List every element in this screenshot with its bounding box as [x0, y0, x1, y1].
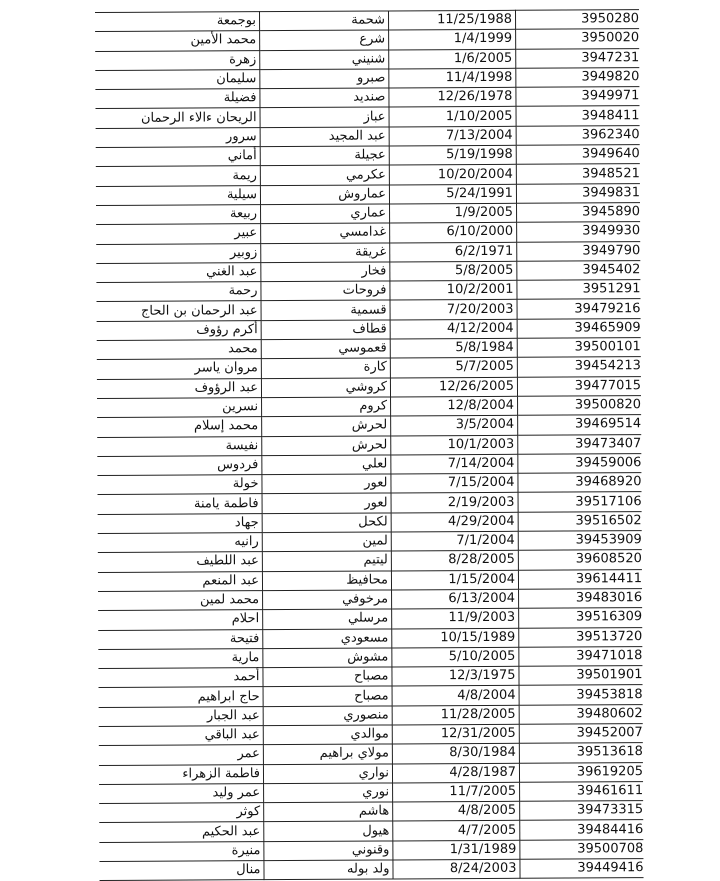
first-name-cell: عمر وليد	[99, 784, 264, 804]
birth-date-cell: 1/4/1999	[389, 30, 516, 50]
birth-date-cell: 5/8/1984	[390, 338, 517, 358]
id-number-cell: 3949790	[517, 241, 641, 261]
last-name-cell: عبد المجيد	[260, 127, 389, 147]
table-row	[99, 859, 643, 881]
birth-date-cell: 2/19/2003	[391, 493, 518, 513]
id-number-cell: 39459006	[518, 453, 642, 473]
last-name-cell: شنيني	[260, 50, 389, 70]
id-number-cell: 39513618	[519, 743, 643, 763]
last-name-cell: هاشم	[264, 802, 393, 822]
id-number-cell: 39516502	[518, 511, 642, 531]
first-name-cell: منال	[99, 861, 264, 881]
id-number-cell: 39501901	[519, 666, 643, 686]
id-number-cell: 39500820	[518, 396, 642, 416]
first-name-cell: زوبير	[96, 243, 261, 263]
id-number-cell: 39479216	[517, 299, 641, 319]
last-name-cell: نواري	[263, 764, 392, 784]
birth-date-cell: 8/24/2003	[393, 859, 520, 879]
birth-date-cell: 4/7/2005	[393, 821, 520, 841]
last-name-cell: كروم	[262, 397, 391, 417]
birth-date-cell: 5/8/2005	[390, 261, 517, 281]
last-name-cell: مرخوفي	[263, 590, 392, 610]
last-name-cell: صبرو	[260, 69, 389, 89]
birth-date-cell: 7/14/2004	[391, 454, 518, 474]
id-number-cell: 39500101	[517, 338, 641, 358]
id-number-cell: 39473407	[518, 434, 642, 454]
first-name-cell: محمد إسلام	[97, 417, 262, 437]
last-name-cell: لحرش	[262, 416, 391, 436]
last-name-cell: وقنوني	[264, 841, 393, 861]
first-name-cell: فاطمة الزهراء	[99, 764, 264, 784]
id-number-cell: 39449416	[520, 859, 644, 879]
birth-date-cell: 11/28/2005	[392, 705, 519, 725]
first-name-cell: احلام	[98, 610, 263, 630]
id-number-cell: 39452007	[519, 724, 643, 744]
last-name-cell: هيول	[264, 821, 393, 841]
first-name-cell: عبد الرحمان بن الحاج	[97, 301, 262, 321]
birth-date-cell: 1/31/1989	[393, 840, 520, 860]
birth-date-cell: 10/1/2003	[391, 435, 518, 455]
last-name-cell: شرع	[260, 30, 389, 50]
last-name-cell: قطاف	[261, 320, 390, 340]
birth-date-cell: 1/9/2005	[390, 203, 517, 223]
first-name-cell: مروان ياسر	[97, 359, 262, 379]
first-name-cell: نفيسة	[97, 436, 262, 456]
birth-date-cell: 10/20/2004	[389, 165, 516, 185]
birth-date-cell: 4/12/2004	[390, 319, 517, 339]
last-name-cell: شحمة	[260, 11, 389, 31]
first-name-cell: محمد لمين	[98, 591, 263, 611]
id-number-cell: 39471018	[519, 646, 643, 666]
first-name-cell: عبد اللطيف	[98, 552, 263, 572]
id-number-cell: 3949930	[517, 222, 641, 242]
last-name-cell: غريقة	[261, 243, 390, 263]
id-number-cell: 39453818	[519, 685, 643, 705]
first-name-cell: منيرة	[99, 841, 264, 861]
last-name-cell: ولد بوله	[264, 860, 393, 880]
last-name-cell: لعور	[262, 474, 391, 494]
last-name-cell: قسمية	[261, 300, 390, 320]
birth-date-cell: 1/6/2005	[389, 49, 516, 69]
birth-date-cell: 11/7/2005	[393, 782, 520, 802]
first-name-cell: عبير	[96, 224, 261, 244]
id-number-cell: 39517106	[518, 492, 642, 512]
first-name-cell: أكرم رؤوف	[97, 320, 262, 340]
first-name-cell: سيلية	[96, 185, 261, 205]
last-name-cell: لعور	[262, 493, 391, 513]
first-name-cell: كوثر	[99, 803, 264, 823]
first-name-cell: عبد الرؤوف	[97, 378, 262, 398]
id-number-cell: 39468920	[518, 473, 642, 493]
birth-date-cell: 5/24/1991	[389, 184, 516, 204]
birth-date-cell: 3/5/2004	[391, 416, 518, 436]
first-name-cell: سليمان	[95, 70, 260, 90]
birth-date-cell: 10/15/1989	[392, 628, 519, 648]
id-number-cell: 3949971	[516, 87, 640, 107]
birth-date-cell: 4/8/2004	[392, 686, 519, 706]
last-name-cell: مصباح	[263, 686, 392, 706]
id-number-cell: 39483016	[519, 589, 643, 609]
first-name-cell: عبد المنعم	[98, 571, 263, 591]
first-name-cell: حاج ابراهيم	[99, 687, 264, 707]
first-name-cell: خولة	[97, 475, 262, 495]
last-name-cell: مصباح	[263, 667, 392, 687]
last-name-cell: مشوش	[263, 648, 392, 668]
first-name-cell: عمر	[99, 745, 264, 765]
last-name-cell: لحرش	[262, 435, 391, 455]
first-name-cell: فضيلة	[95, 89, 260, 109]
birth-date-cell: 12/3/1975	[392, 666, 519, 686]
id-number-cell: 39619205	[519, 762, 643, 782]
birth-date-cell: 4/29/2004	[391, 512, 518, 532]
birth-date-cell: 12/8/2004	[391, 396, 518, 416]
first-name-cell: مارية	[98, 648, 263, 668]
birth-date-cell: 5/19/1998	[389, 145, 516, 165]
id-number-cell: 39461611	[520, 782, 644, 802]
id-number-cell: 3948411	[516, 106, 640, 126]
first-name-cell: بوجمعة	[95, 12, 260, 32]
first-name-cell: عبد الحكيم	[99, 822, 264, 842]
last-name-cell: عجيلة	[260, 146, 389, 166]
birth-date-cell: 5/10/2005	[392, 647, 519, 667]
id-number-cell: 3950020	[516, 29, 640, 49]
first-name-cell: فتيحة	[98, 629, 263, 649]
birth-date-cell: 7/13/2004	[389, 126, 516, 146]
last-name-cell: عباز	[260, 107, 389, 127]
id-number-cell: 3945890	[517, 203, 641, 223]
last-name-cell: كروشي	[261, 378, 390, 398]
birth-date-cell: 11/9/2003	[392, 608, 519, 628]
first-name-cell: عبد الغني	[96, 262, 261, 282]
first-name-cell: محمد الأمين	[95, 31, 260, 51]
birth-date-cell: 10/2/2001	[390, 280, 517, 300]
id-number-cell: 39473315	[520, 801, 644, 821]
last-name-cell: فخار	[261, 262, 390, 282]
id-number-cell: 39608520	[518, 550, 642, 570]
birth-date-cell: 8/28/2005	[391, 551, 518, 571]
id-number-cell: 39513720	[519, 627, 643, 647]
id-number-cell: 3949640	[516, 145, 640, 165]
id-number-cell: 39500708	[520, 839, 644, 859]
last-name-cell: مرسلي	[263, 609, 392, 629]
first-name-cell: جهاد	[98, 513, 263, 533]
last-name-cell: نوري	[264, 783, 393, 803]
id-number-cell: 3951291	[517, 280, 641, 300]
first-name-cell: محمد	[97, 340, 262, 360]
birth-date-cell: 1/15/2004	[391, 570, 518, 590]
first-name-cell: ريمة	[96, 166, 261, 186]
id-number-cell: 39516309	[519, 608, 643, 628]
id-number-cell: 3947231	[516, 48, 640, 68]
birth-date-cell: 11/25/1988	[388, 10, 515, 30]
birth-date-cell: 7/15/2004	[391, 473, 518, 493]
last-name-cell: عماري	[261, 204, 390, 224]
first-name-cell: نسرين	[97, 398, 262, 418]
first-name-cell: أماني	[96, 147, 261, 167]
id-number-cell: 39453909	[518, 531, 642, 551]
student-table	[95, 9, 644, 881]
first-name-cell: رانيه	[98, 533, 263, 553]
birth-date-cell: 12/26/2005	[390, 377, 517, 397]
last-name-cell: غدامسي	[261, 223, 390, 243]
id-number-cell: 39477015	[517, 376, 641, 396]
id-number-cell: 3962340	[516, 125, 640, 145]
birth-date-cell: 8/30/1984	[392, 744, 519, 764]
birth-date-cell: 4/28/1987	[392, 763, 519, 783]
id-number-cell: 3948521	[516, 164, 640, 184]
last-name-cell: محافيظ	[262, 571, 391, 591]
last-name-cell: لعلي	[262, 455, 391, 475]
id-number-cell: 3949831	[516, 183, 640, 203]
first-name-cell: سرور	[96, 127, 261, 147]
last-name-cell: لمين	[262, 532, 391, 552]
birth-date-cell: 12/31/2005	[392, 724, 519, 744]
last-name-cell: قعموسي	[261, 339, 390, 359]
first-name-cell: الريحان ءالاء الرحمان	[96, 108, 261, 128]
id-number-cell: 39469514	[518, 415, 642, 435]
table-body	[95, 10, 644, 881]
first-name-cell: زهرة	[95, 50, 260, 70]
last-name-cell: ليتيم	[262, 551, 391, 571]
id-number-cell: 3950280	[515, 10, 639, 30]
birth-date-cell: 7/1/2004	[391, 531, 518, 551]
id-number-cell: 39480602	[519, 704, 643, 724]
birth-date-cell: 7/20/2003	[390, 300, 517, 320]
first-name-cell: ربيعة	[96, 205, 261, 225]
birth-date-cell: 6/10/2000	[390, 223, 517, 243]
last-name-cell: منصوري	[263, 706, 392, 726]
last-name-cell: مولاي براهيم	[263, 744, 392, 764]
birth-date-cell: 4/8/2005	[393, 801, 520, 821]
last-name-cell: كارة	[261, 358, 390, 378]
last-name-cell: صنديد	[260, 88, 389, 108]
birth-date-cell: 12/26/1978	[389, 87, 516, 107]
birth-date-cell: 6/2/1971	[390, 242, 517, 262]
birth-date-cell: 1/10/2005	[389, 107, 516, 127]
last-name-cell: موالدي	[263, 725, 392, 745]
id-number-cell: 39614411	[518, 569, 642, 589]
id-number-cell: 39484416	[520, 820, 644, 840]
last-name-cell: عماروش	[260, 185, 389, 205]
id-number-cell: 39465909	[517, 318, 641, 338]
id-number-cell: 39454213	[517, 357, 641, 377]
birth-date-cell: 5/7/2005	[390, 358, 517, 378]
last-name-cell: عكرمي	[260, 165, 389, 185]
document-page	[95, 9, 720, 881]
last-name-cell: مسعودي	[263, 628, 392, 648]
first-name-cell: أحمد	[98, 668, 263, 688]
birth-date-cell: 6/13/2004	[392, 589, 519, 609]
first-name-cell: عبد الباقي	[99, 726, 264, 746]
first-name-cell: فردوس	[97, 455, 262, 475]
first-name-cell: عبد الجبار	[99, 706, 264, 726]
last-name-cell: لكحل	[262, 513, 391, 533]
birth-date-cell: 11/4/1998	[389, 68, 516, 88]
last-name-cell: فروحات	[261, 281, 390, 301]
first-name-cell: رحمة	[96, 282, 261, 302]
id-number-cell: 3945402	[517, 261, 641, 281]
first-name-cell: فاطمة يامنة	[98, 494, 263, 514]
id-number-cell: 3949820	[516, 68, 640, 88]
